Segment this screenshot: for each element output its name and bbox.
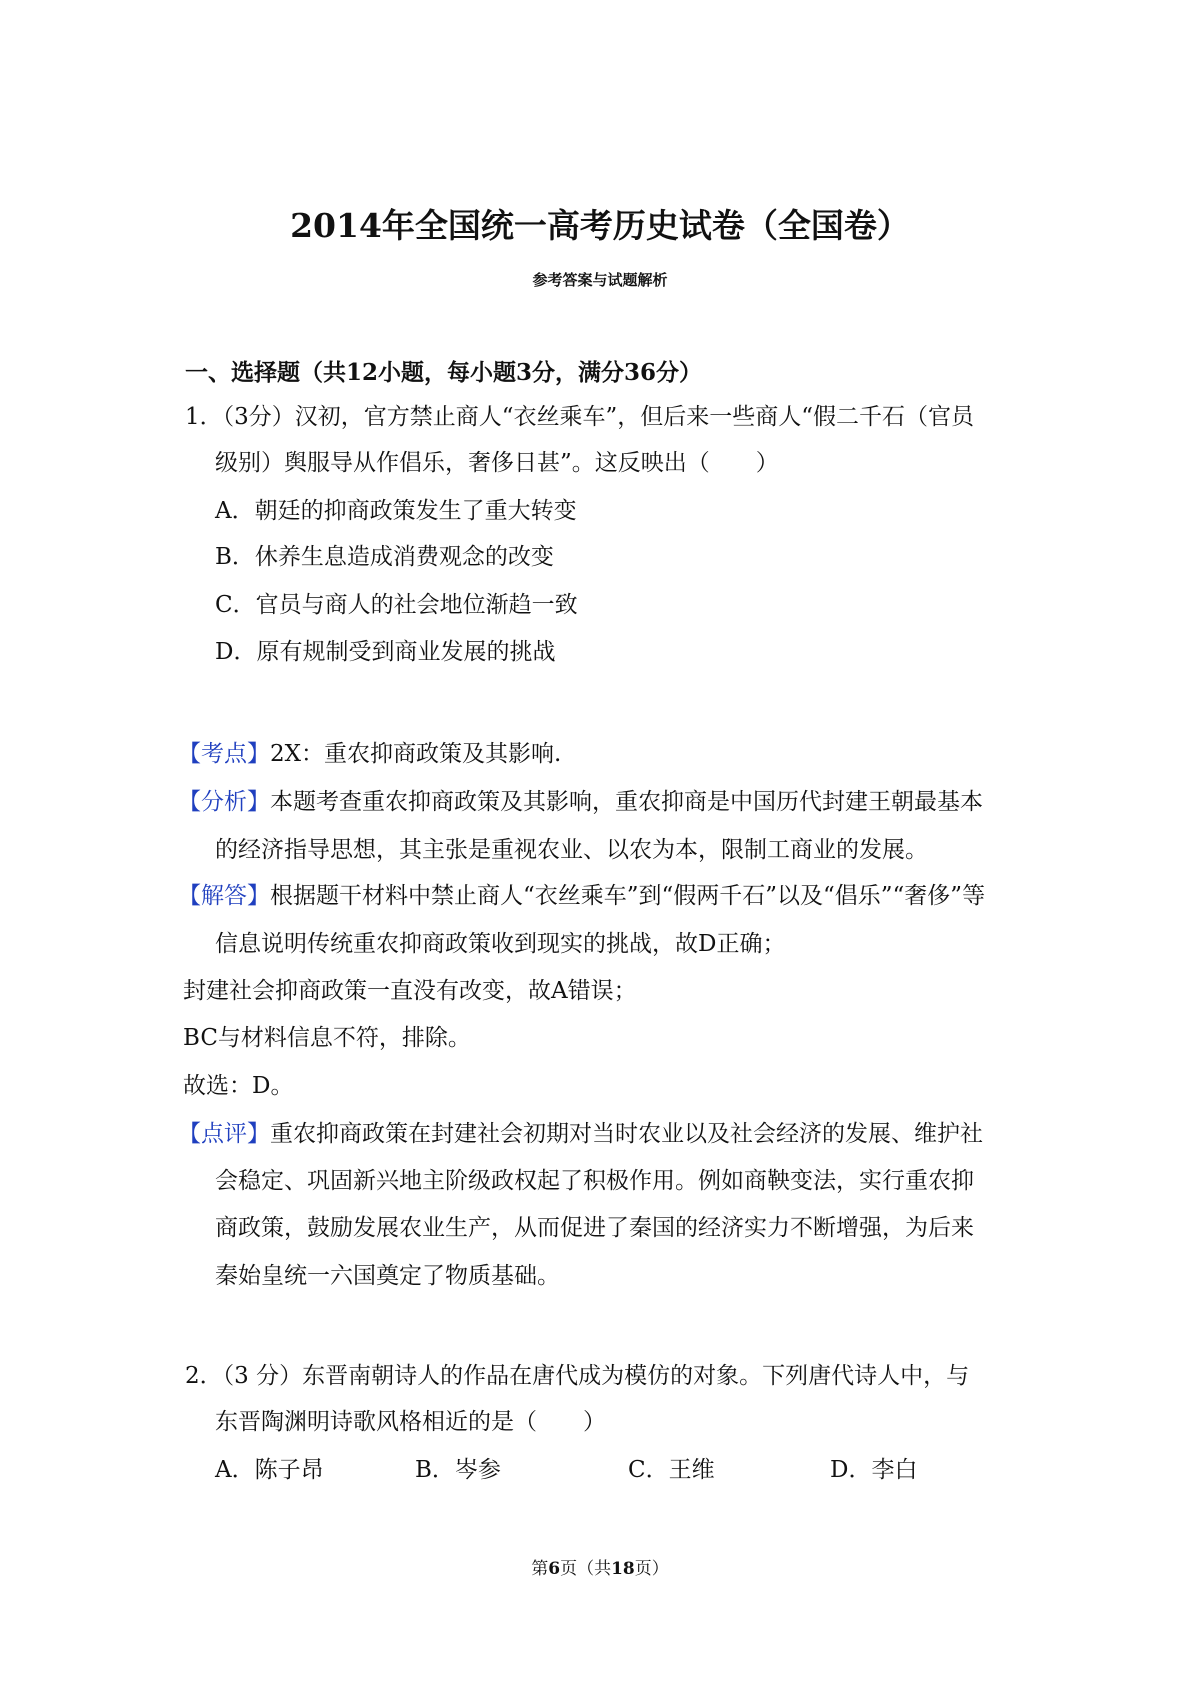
dianping-text-line-3: 商政策，鼓励发展农业生产，从而促进了秦国的经济实力不断增强，为后来 bbox=[215, 1215, 974, 1241]
q1-stem-line-2: 级别）舆服导从作倡乐，奢侈日甚”。这反映出（ ） bbox=[215, 450, 779, 476]
fenxi-tag: 【分析】 bbox=[178, 789, 270, 815]
q1-option-d: D．原有规制受到商业发展的挑战 bbox=[215, 639, 556, 665]
q2-option-b: B．岑参 bbox=[415, 1457, 501, 1483]
document-subtitle: 参考答案与试题解析 bbox=[532, 271, 668, 289]
footer-middle: 页（共 bbox=[560, 1559, 612, 1579]
q1-option-a: A．朝廷的抑商政策发生了重大转变 bbox=[215, 498, 577, 524]
fenxi-text-line-1: 本题考查重农抑商政策及其影响，重农抑商是中国历代封建王朝最基本 bbox=[270, 789, 983, 815]
q2-stem-line-1: 2．（3 分）东晋南朝诗人的作品在唐代成为模仿的对象。下列唐代诗人中，与 bbox=[185, 1363, 970, 1389]
q1-dianping bbox=[178, 1117, 983, 1151]
q1-fenxi bbox=[178, 785, 983, 819]
footer-prefix: 第 bbox=[531, 1559, 549, 1579]
dianping-text-line-2: 会稳定、巩固新兴地主阶级政权起了积极作用。例如商鞅变法，实行重农抑 bbox=[215, 1168, 974, 1194]
dianping-tag: 【点评】 bbox=[178, 1121, 270, 1147]
footer-total-pages: 18 bbox=[611, 1559, 635, 1579]
page-footer bbox=[0, 1557, 1200, 1581]
jieda-text-line-4: BC与材料信息不符，排除。 bbox=[183, 1025, 471, 1051]
dianping-text-line-4: 秦始皇统一六国奠定了物质基础。 bbox=[215, 1263, 560, 1289]
fenxi-text-line-2: 的经济指导思想，其主张是重视农业、以农为本，限制工商业的发展。 bbox=[215, 837, 928, 863]
jieda-tag: 【解答】 bbox=[178, 883, 270, 909]
q2-option-c: C．王维 bbox=[628, 1457, 715, 1483]
jieda-text-line-3: 封建社会抑商政策一直没有改变，故A错误； bbox=[183, 978, 637, 1004]
footer-suffix: 页） bbox=[634, 1559, 669, 1579]
footer-page-number: 6 bbox=[548, 1559, 561, 1579]
document-title: 2014年全国统一高考历史试卷（全国卷） bbox=[290, 206, 910, 245]
section-heading: 一、选择题（共12小题，每小题3分，满分36分） bbox=[185, 359, 703, 386]
kaodian-text: 2X：重农抑商政策及其影响. bbox=[270, 741, 562, 767]
jieda-text-line-2: 信息说明传统重农抑商政策收到现实的挑战，故D正确； bbox=[215, 931, 786, 957]
q1-jieda bbox=[178, 879, 985, 913]
dianping-text-line-1: 重农抑商政策在封建社会初期对当时农业以及社会经济的发展、维护社 bbox=[270, 1121, 983, 1147]
q1-option-b: B．休养生息造成消费观念的改变 bbox=[215, 544, 554, 570]
kaodian-tag: 【考点】 bbox=[178, 741, 270, 767]
jieda-text-line-5: 故选：D。 bbox=[183, 1073, 294, 1099]
q2-option-d: D．李白 bbox=[830, 1457, 918, 1483]
q2-option-a: A．陈子昂 bbox=[215, 1457, 324, 1483]
q1-kaodian bbox=[178, 737, 561, 771]
q2-stem-line-2: 东晋陶渊明诗歌风格相近的是（ ） bbox=[215, 1409, 606, 1435]
jieda-text-line-1: 根据题干材料中禁止商人“衣丝乘车”到“假两千石”以及“倡乐”“奢侈”等 bbox=[270, 883, 986, 909]
q1-option-c: C．官员与商人的社会地位渐趋一致 bbox=[215, 592, 578, 618]
q1-stem-line-1: 1．（3分）汉初，官方禁止商人“衣丝乘车”，但后来一些商人“假二千石（官员 bbox=[185, 404, 975, 430]
